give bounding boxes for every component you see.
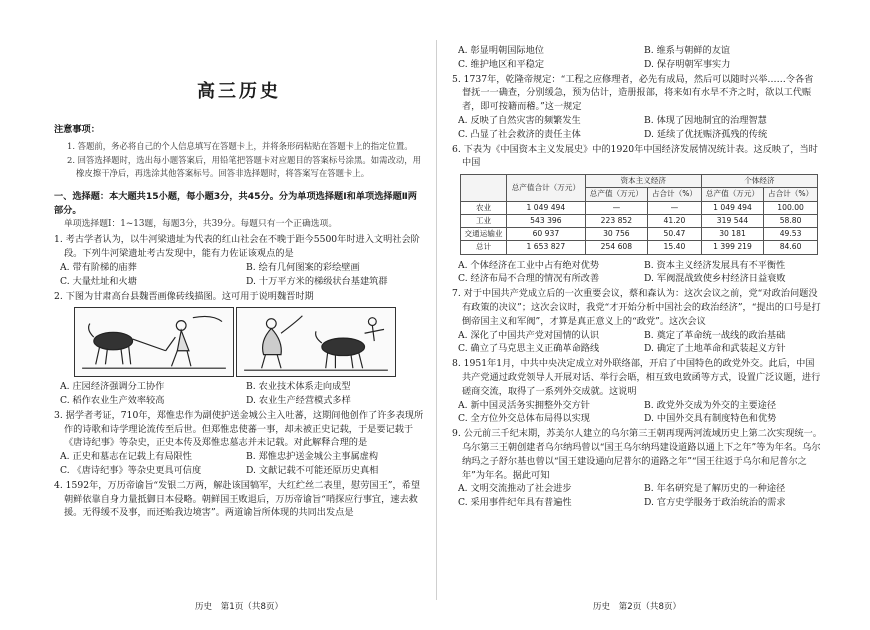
table-cell: 农业 <box>461 201 507 214</box>
question-7-option-c[interactable]: C. 确立了马克思主义正确革命路线 <box>458 343 600 355</box>
table-cell: 41.20 <box>648 214 702 227</box>
table-subheader-ind-share: 占合计（%） <box>764 188 818 201</box>
table-row <box>461 214 818 227</box>
table-subheader-cap-value: 总产值（万元） <box>585 188 647 201</box>
notice-item-1: 1. 答题前，务必将自己的个人信息填写在答题卡上，并将条形码粘贴在答题卡上的指定位置。 <box>67 140 413 151</box>
question-2-option-d[interactable]: D. 农业生产经营模式多样 <box>246 395 351 407</box>
question-8-option-c[interactable]: C. 全方位外交总体布局得以实现 <box>458 413 590 425</box>
table-cell: 49.53 <box>764 228 818 241</box>
table-cell: 100.00 <box>764 201 818 214</box>
question-8 <box>452 357 822 426</box>
question-2 <box>54 290 424 408</box>
table-cell: — <box>585 201 647 214</box>
table-corner <box>461 175 507 202</box>
page-divider <box>436 40 437 600</box>
question-1-option-d[interactable]: D. 十万平方米的梯级状台基建筑群 <box>246 275 388 287</box>
question-9-option-b[interactable]: B. 年名研究是了解历史的一种途径 <box>644 483 786 495</box>
question-9-option-a[interactable]: A. 文明交流推动了社会进步 <box>458 483 572 495</box>
question-6-option-d[interactable]: D. 军阀混战致使乡村经济日益衰败 <box>644 273 786 285</box>
question-5-option-a[interactable]: A. 反映了自然灾害的频繁发生 <box>458 114 581 126</box>
table-row <box>461 228 818 241</box>
question-3-stem: 3. 据学者考证，710年，郑惟忠作为副使护送金城公主入吐蕃，这期间他创作了许多表现所作的诗歌和诗学理论流传至后世。但郑惟忠使蕃一事，却未被正史记载，于是要记载于《唐诗纪事》等杂史，正史本传及郑惟忠墓志并未记载。对此解释合理的是 <box>54 409 424 449</box>
section-heading: 一、选择题：本大题共15小题，每小题3分，共45分。分为单项选择题Ⅰ和单项选择题Ⅱ两部分。 <box>54 190 417 216</box>
question-4-options <box>452 44 822 72</box>
question-9-option-c[interactable]: C. 采用事件纪年具有普遍性 <box>458 497 572 509</box>
table-subheader-cap-share: 占合计（%） <box>648 188 702 201</box>
table-cell: 254 608 <box>585 241 647 254</box>
page-2 <box>452 0 822 630</box>
question-7 <box>452 287 822 356</box>
question-2-option-b[interactable]: B. 农业技术体系走向成型 <box>246 381 351 393</box>
page-2-footer: 历史 第2页（共8页） <box>592 602 682 613</box>
table-cell: 319 544 <box>701 214 763 227</box>
question-1-option-c[interactable]: C. 大量灶址和火塘 <box>60 275 137 287</box>
question-9 <box>452 427 822 510</box>
question-5-stem: 5. 1737年，乾隆帝规定：“工程之应修理者，必先有成局，然后可以随时兴举……令各省督抚一一确查，分别缓急，预为估计，造册报部，将来如有水旱不齐之时，欲以工代赈者，即可按籍而稽。”这一规定 <box>452 73 814 113</box>
question-1-option-a[interactable]: A. 带有阶梯的庙葬 <box>60 261 137 273</box>
table-row <box>461 201 818 214</box>
notice-item-2: 2. 回答选择题时，选出每小题答案后，用铅笔把答题卡对应题目的答案标号涂黑。如需改动，用橡皮擦干净后，再选涂其他答案标号。回答非选择题时，将答案写在答题卡上。 <box>67 155 422 179</box>
question-2-option-c[interactable]: C. 稻作农业生产效率较高 <box>60 395 165 407</box>
table-header-capitalist: 资本主义经济 <box>585 175 701 188</box>
ploughing-scene-icon <box>75 308 233 376</box>
question-1-stem: 1. 考古学者认为，以牛河梁遗址为代表的红山社会在不晚于距今5500年时进入文明社会阶段。下列牛河梁遗址考古发现中，能有力佐证该观点的是 <box>54 234 420 260</box>
question-5-option-b[interactable]: B. 体现了因地制宜的治理智慧 <box>644 114 767 126</box>
question-8-stem: 8. 1951年1月，中共中央决定成立对外联络部，开启了中国特色的政党外交。此后，中国共产党通过政党领导人开展对话、举行会晤，相互致电致函等方式，设置广泛议题，进行磋商交流，取得了一系列外交成就。这说明 <box>452 358 821 397</box>
table-cell: 30 181 <box>701 228 763 241</box>
question-3-option-d[interactable]: D. 文献记载不可能还原历史真相 <box>246 465 379 477</box>
brick-painting-left <box>74 307 234 377</box>
table-row <box>461 241 818 254</box>
table-cell: 223 852 <box>585 214 647 227</box>
question-2-option-a[interactable]: A. 庄园经济强调分工协作 <box>60 381 165 393</box>
question-8-option-d[interactable]: D. 中国外交具有制度特色和优势 <box>644 413 777 425</box>
question-4-option-d[interactable]: D. 保存明朝军事实力 <box>644 58 731 70</box>
question-6-option-a[interactable]: A. 个体经济在工业中占有绝对优势 <box>458 259 600 271</box>
page-1-footer: 历史 第1页（共8页） <box>194 602 284 613</box>
table-cell: 1 049 494 <box>701 201 763 214</box>
question-4-option-a[interactable]: A. 彰显明朝国际地位 <box>458 45 544 56</box>
harvest-scene-icon <box>237 308 395 376</box>
question-5-option-d[interactable]: D. 延续了优抚赈济孤残的传统 <box>644 128 768 140</box>
brick-painting-figure <box>74 307 424 377</box>
table-cell: 总计 <box>461 241 507 254</box>
table-header-individual: 个体经济 <box>701 175 817 188</box>
question-9-option-d[interactable]: D. 官方史学服务于政治统治的需求 <box>644 497 786 509</box>
question-3-option-c[interactable]: C. 《唐诗纪事》等杂史更具可信度 <box>60 465 202 477</box>
notice-heading: 注意事项： <box>54 124 100 135</box>
question-9-stem: 9. 公元前三千纪末期，苏美尔人建立的乌尔第三王朝再现两河流域历史上第二次实现统一。乌尔第三王朝创建者乌尔纳玛曾以“国王乌尔纳玛建设道路以通上下之年”等为年名。乌尔纳玛之子舒尔基也曾以“国王建设通向尼普尔的道路之年”“国王往返于乌尔和尼普尔之年”为年名。据此可知 <box>452 428 822 481</box>
table-cell: 30 756 <box>585 228 647 241</box>
page-1 <box>54 0 424 630</box>
question-7-option-d[interactable]: D. 确定了土地革命和武装起义方针 <box>644 343 786 355</box>
question-6 <box>452 143 822 287</box>
question-4 <box>54 479 424 520</box>
table-cell: 543 396 <box>507 214 586 227</box>
table-cell: 1 399 219 <box>701 241 763 254</box>
table-header-total: 总产值合计（万元） <box>507 175 586 202</box>
question-5-option-c[interactable]: C. 凸显了社会救济的责任主体 <box>458 128 581 140</box>
question-5 <box>452 73 822 142</box>
question-6-option-b[interactable]: B. 资本主义经济发展具有不平衡性 <box>644 259 786 271</box>
question-6-stem: 6. 下表为《中国资本主义发展史》中的1920年中国经济发展情况统计表。这反映了，当时中国 <box>452 143 818 169</box>
table-cell: 工业 <box>461 214 507 227</box>
table-cell: 50.47 <box>648 228 702 241</box>
section-subheading: 单项选择题Ⅰ：1~13题，每题3分，共39分。每题只有一个正确选项。 <box>64 219 338 230</box>
question-1-option-b[interactable]: B. 绘有几何图案的彩绘壁画 <box>246 261 360 273</box>
question-3-option-a[interactable]: A. 正史和墓志在记载上有局限性 <box>60 451 192 463</box>
question-8-option-b[interactable]: B. 政党外交成为外交的主要途径 <box>644 399 777 411</box>
table-cell: 60 937 <box>507 228 586 241</box>
question-7-option-a[interactable]: A. 深化了中国共产党对国情的认识 <box>458 329 600 341</box>
question-7-option-b[interactable]: B. 奠定了革命统一战线的政治基础 <box>644 329 786 341</box>
brick-painting-right <box>236 307 396 377</box>
table-cell: — <box>648 201 702 214</box>
question-2-stem: 2. 下图为甘肃高台县魏晋画像砖线描图。这可用于说明魏晋时期 <box>54 290 314 302</box>
question-3-option-b[interactable]: B. 郑惟忠护送金城公主事属虚构 <box>246 451 379 463</box>
table-cell: 84.60 <box>764 241 818 254</box>
question-4-stem: 4. 1592年，万历帝谕旨“发银二万两，解赴该国犒军，大红纻丝二表里，慰劳国王”，希望朝鲜依靠自身力量抵御日本侵略。朝鲜国王败退后，万历帝谕旨“哨探应行事宜，速去救援。无得缓不及事，而还贻我边境害”。两道谕旨所体现的共同出发点是 <box>54 479 421 519</box>
question-6-option-c[interactable]: C. 经济布局不合理的情况有所改善 <box>458 273 600 285</box>
question-1 <box>54 233 424 288</box>
table-cell: 交通运输业 <box>461 228 507 241</box>
question-4-option-b[interactable]: B. 维系与朝鲜的友谊 <box>644 45 731 56</box>
table-cell: 15.40 <box>648 241 702 254</box>
question-4-option-c[interactable]: C. 维护地区和平稳定 <box>458 58 545 70</box>
question-7-stem: 7. 对于中国共产党成立后的一次重要会议，蔡和森认为：这次会议之前，党“对政治问题没有政策的决议”；这次会议时，我党“才开始分析中国社会的政治经济”，“提出的口号是打倒帝国主义和军阀”，才算是真正意义上的“政党”。这次会议 <box>452 288 821 327</box>
table-cell: 58.80 <box>764 214 818 227</box>
question-8-option-a[interactable]: A. 新中国灵活务实拥整外交方针 <box>458 399 590 411</box>
question-3 <box>54 409 424 478</box>
economy-table <box>460 174 818 255</box>
table-subheader-ind-value: 总产值（万元） <box>701 188 763 201</box>
table-cell: 1 653 827 <box>507 241 586 254</box>
exam-title: 高三历史 <box>197 81 281 102</box>
table-cell: 1 049 494 <box>507 201 586 214</box>
